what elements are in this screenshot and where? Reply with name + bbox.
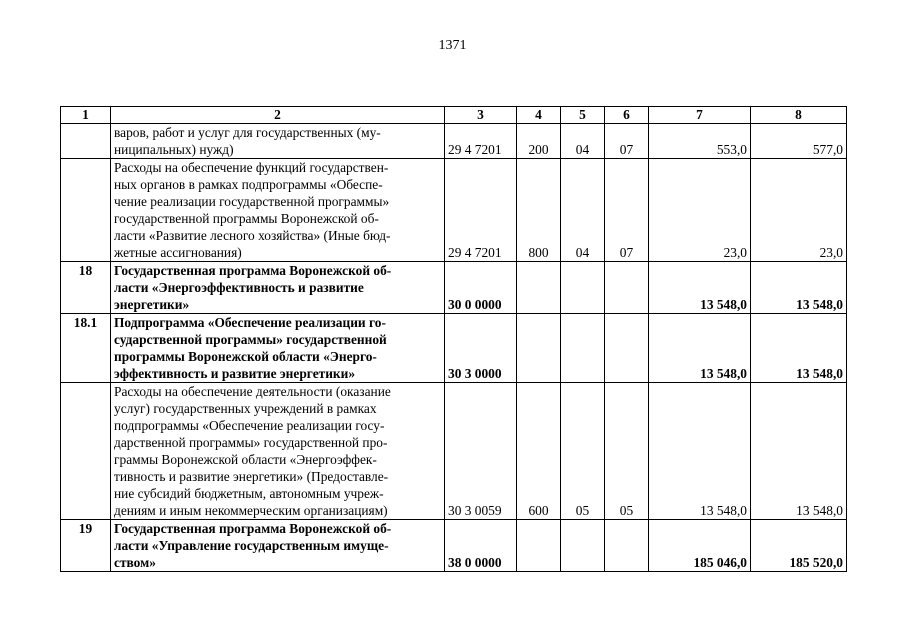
description-cell [111, 262, 445, 314]
header-cell: 6 [605, 107, 649, 124]
header-cell: 3 [445, 107, 517, 124]
section-cell [561, 262, 605, 314]
expense-type-cell [517, 314, 561, 383]
row-number-cell: 18 [61, 262, 111, 314]
budget-table [60, 106, 847, 572]
description-line: Подпрограмма «Обеспечение реализации го- [114, 315, 386, 330]
amount-year1-cell: 13 548,0 [649, 314, 751, 383]
description-line: ние субсидий бюджетным, автономным учреж- [114, 486, 384, 501]
amount-year1-cell: 13 548,0 [649, 262, 751, 314]
description-line: государственной программы Воронежской об- [114, 211, 379, 226]
subsection-cell [605, 520, 649, 572]
description-line: дениям и иным некоммерческим организациям) [114, 503, 388, 518]
description-line: чение реализации государственной программы» [114, 194, 390, 209]
description-line: услуг) государственных учреждений в рамках [114, 401, 377, 416]
header-cell: 8 [751, 107, 847, 124]
description-line: ством» [114, 555, 156, 570]
page-number: 1371 [438, 38, 467, 53]
description-line: Государственная программа Воронежской об- [114, 263, 392, 278]
amount-year1-cell: 13 548,0 [649, 383, 751, 520]
expense-type-cell: 600 [517, 383, 561, 520]
description-line: тивность и развитие энергетики» (Предоставле- [114, 469, 389, 484]
description-line: варов, работ и услуг для государственных (му- [114, 125, 381, 140]
expense-type-cell: 200 [517, 124, 561, 159]
subsection-cell: 07 [605, 159, 649, 262]
section-cell [561, 520, 605, 572]
target-code-cell: 29 4 7201 [445, 124, 517, 159]
description-line: ниципальных) нужд) [114, 142, 234, 157]
amount-year1-cell: 553,0 [649, 124, 751, 159]
target-code-cell: 30 0 0000 [445, 262, 517, 314]
amount-year2-cell: 185 520,0 [751, 520, 847, 572]
table-row [61, 520, 847, 572]
amount-year1-cell: 185 046,0 [649, 520, 751, 572]
description-line: дарственной программы» государственной про- [114, 435, 388, 450]
table-row [61, 262, 847, 314]
description-cell [111, 124, 445, 159]
target-code-cell: 38 0 0000 [445, 520, 517, 572]
target-code-cell: 29 4 7201 [445, 159, 517, 262]
target-code-cell: 30 3 0000 [445, 314, 517, 383]
description-line: Расходы на обеспечение деятельности (оказание [114, 384, 391, 399]
description-line: граммы Воронежской области «Энергоэффек- [114, 452, 377, 467]
amount-year2-cell: 577,0 [751, 124, 847, 159]
row-number-cell [61, 159, 111, 262]
description-cell [111, 383, 445, 520]
header-cell: 2 [111, 107, 445, 124]
target-code-cell: 30 3 0059 [445, 383, 517, 520]
row-number-cell: 19 [61, 520, 111, 572]
subsection-cell: 07 [605, 124, 649, 159]
section-cell: 04 [561, 159, 605, 262]
description-line: программы Воронежской области «Энерго- [114, 349, 377, 364]
table-row [61, 124, 847, 159]
description-line: эффективность и развитие энергетики» [114, 366, 356, 381]
description-cell [111, 314, 445, 383]
description-line: подпрограммы «Обеспечение реализации госу- [114, 418, 385, 433]
header-cell: 7 [649, 107, 751, 124]
subsection-cell: 05 [605, 383, 649, 520]
row-number-cell [61, 124, 111, 159]
description-line: ласти «Управление государственным имуще- [114, 538, 389, 553]
expense-type-cell [517, 520, 561, 572]
description-line: ных органов в рамках подпрограммы «Обеспе- [114, 177, 383, 192]
description-line: ласти «Развитие лесного хозяйства» (Иные бюд- [114, 228, 391, 243]
description-cell [111, 520, 445, 572]
row-number-cell [61, 383, 111, 520]
amount-year2-cell: 13 548,0 [751, 383, 847, 520]
section-cell: 05 [561, 383, 605, 520]
subsection-cell [605, 262, 649, 314]
header-cell: 5 [561, 107, 605, 124]
table-row [61, 314, 847, 383]
description-cell [111, 159, 445, 262]
amount-year2-cell: 13 548,0 [751, 314, 847, 383]
table-row [61, 159, 847, 262]
table-body [61, 107, 847, 572]
expense-type-cell: 800 [517, 159, 561, 262]
header-cell: 4 [517, 107, 561, 124]
description-line: сударственной программы» государственной [114, 332, 387, 347]
section-cell: 04 [561, 124, 605, 159]
table-row [61, 383, 847, 520]
expense-type-cell [517, 262, 561, 314]
description-line: энергетики» [114, 297, 190, 312]
section-cell [561, 314, 605, 383]
subsection-cell [605, 314, 649, 383]
header-cell: 1 [61, 107, 111, 124]
description-line: жетные ассигнования) [114, 245, 242, 260]
description-line: Государственная программа Воронежской об- [114, 521, 392, 536]
amount-year2-cell: 23,0 [751, 159, 847, 262]
table-header-row [61, 107, 847, 124]
row-number-cell: 18.1 [61, 314, 111, 383]
description-line: ласти «Энергоэффективность и развитие [114, 280, 364, 295]
amount-year1-cell: 23,0 [649, 159, 751, 262]
description-line: Расходы на обеспечение функций государствен- [114, 160, 389, 175]
amount-year2-cell: 13 548,0 [751, 262, 847, 314]
